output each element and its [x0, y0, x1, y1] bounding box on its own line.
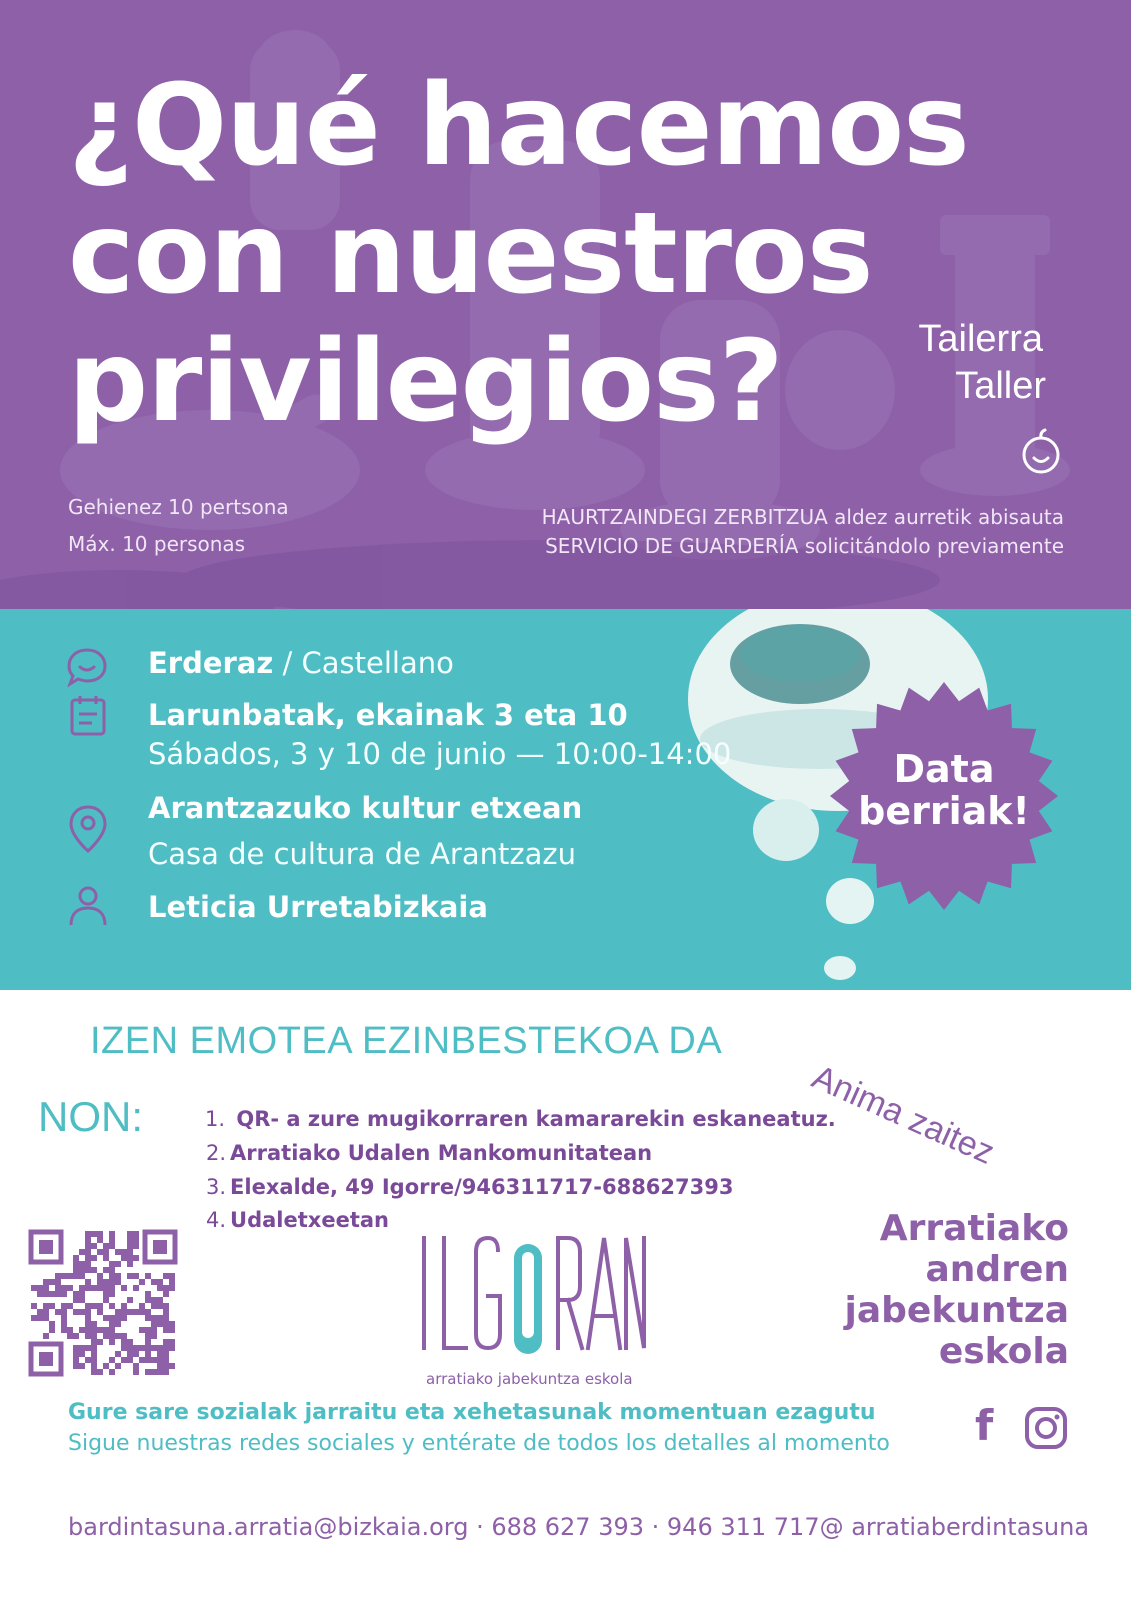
event-type-eu: Tailerra [918, 318, 1043, 360]
list-item-text: QR- a zure mugikorraren kamararekin eskaneatuz. [236, 1107, 836, 1131]
capacity-eu: Gehienez 10 pertsona [68, 495, 289, 519]
title-line-2: con nuestros [68, 189, 873, 319]
date-eu [148, 698, 628, 732]
speech-bubble-icon [66, 647, 108, 687]
list-item-text: Elexalde, 49 Igorre/946311717-688627393 [230, 1175, 734, 1199]
list-item-text: Udaletxeetan [230, 1208, 389, 1232]
list-item-number: 4. [206, 1208, 227, 1232]
where-label: NON: [38, 1093, 143, 1140]
event-type-es: Taller [955, 365, 1046, 407]
person-icon [68, 885, 108, 927]
date-es-text: Sábados, 3 y 10 de junio — 10:00-14:00 [148, 737, 732, 771]
list-item-number: 2. [206, 1141, 227, 1165]
language-rest: / Castellano [273, 646, 454, 680]
badge-text [828, 748, 1060, 832]
instagram-icon[interactable] [1024, 1406, 1068, 1450]
list-item [206, 1208, 389, 1232]
registration-title: IZEN EMOTEA EZINBESTEKOA DA [90, 1020, 723, 1062]
childcare-es [545, 534, 1064, 558]
org-line-1: Arratiako [879, 1208, 1069, 1249]
language-line [148, 646, 454, 680]
organization-name [845, 1208, 1069, 1372]
ilgoran-logo [418, 1230, 648, 1370]
place-es [148, 837, 576, 871]
list-item-number: 3. [206, 1175, 227, 1199]
badge-line-2: berriak! [858, 789, 1030, 833]
place-eu [148, 791, 582, 825]
list-item-text: Arratiako Udalen Mankomunitatean [230, 1141, 653, 1165]
org-line-4: eskola [938, 1331, 1069, 1372]
org-line-2: andren [925, 1249, 1069, 1290]
list-item [205, 1107, 836, 1131]
date-eu-text: Larunbatak, ekainak 3 eta 10 [148, 698, 628, 732]
calendar-icon [70, 694, 106, 736]
list-item-number: 1. [205, 1107, 226, 1131]
childcare-eu-rest: aldez aurretik abisauta [827, 505, 1064, 529]
badge-line-1: Data [893, 747, 995, 791]
social-text-es: Sigue nuestras redes sociales y entérate de todos los detalles al momento [68, 1431, 890, 1456]
place-es-text: Casa de cultura de Arantzazu [148, 837, 576, 871]
title-line-1: ¿Qué hacemos [68, 61, 969, 191]
logo-subtitle: arratiako jabekuntza eskola [426, 1370, 633, 1388]
list-item [206, 1175, 733, 1199]
date-es [148, 737, 731, 771]
hero-section [0, 0, 1131, 609]
childcare-es-rest: solicitándolo previamente [798, 534, 1064, 558]
contact-line: bardintasuna.arratia@bizkaia.org · 688 627 393 · 946 311 717@ arratiaberdintasuna [68, 1513, 1090, 1541]
place-eu-text: Arantzazuko kultur etxean [148, 791, 583, 825]
qr-code[interactable] [28, 1229, 178, 1377]
page-title [68, 62, 998, 446]
org-line-3: jabekuntza [844, 1290, 1069, 1331]
facebook-icon[interactable]: f [975, 1401, 994, 1450]
anima-text: Anima zaitez [806, 1058, 1000, 1172]
language-bold: Erderaz [148, 646, 274, 680]
childcare-eu-bold: HAURTZAINDEGI ZERBITZUA [541, 505, 828, 529]
childcare-es-bold: SERVICIO DE GUARDERÍA [545, 534, 799, 558]
childcare-eu [542, 505, 1064, 529]
facilitator [148, 890, 488, 924]
title-line-3: privilegios? [68, 317, 783, 447]
child-face-icon [1020, 427, 1062, 477]
list-item [206, 1141, 652, 1165]
capacity-es: Máx. 10 personas [68, 532, 246, 556]
social-text-eu: Gure sare sozialak jarraitu eta xehetasunak momentuan ezagutu [68, 1400, 876, 1425]
location-pin-icon [68, 804, 108, 854]
facilitator-text: Leticia Urretabizkaia [148, 890, 488, 924]
